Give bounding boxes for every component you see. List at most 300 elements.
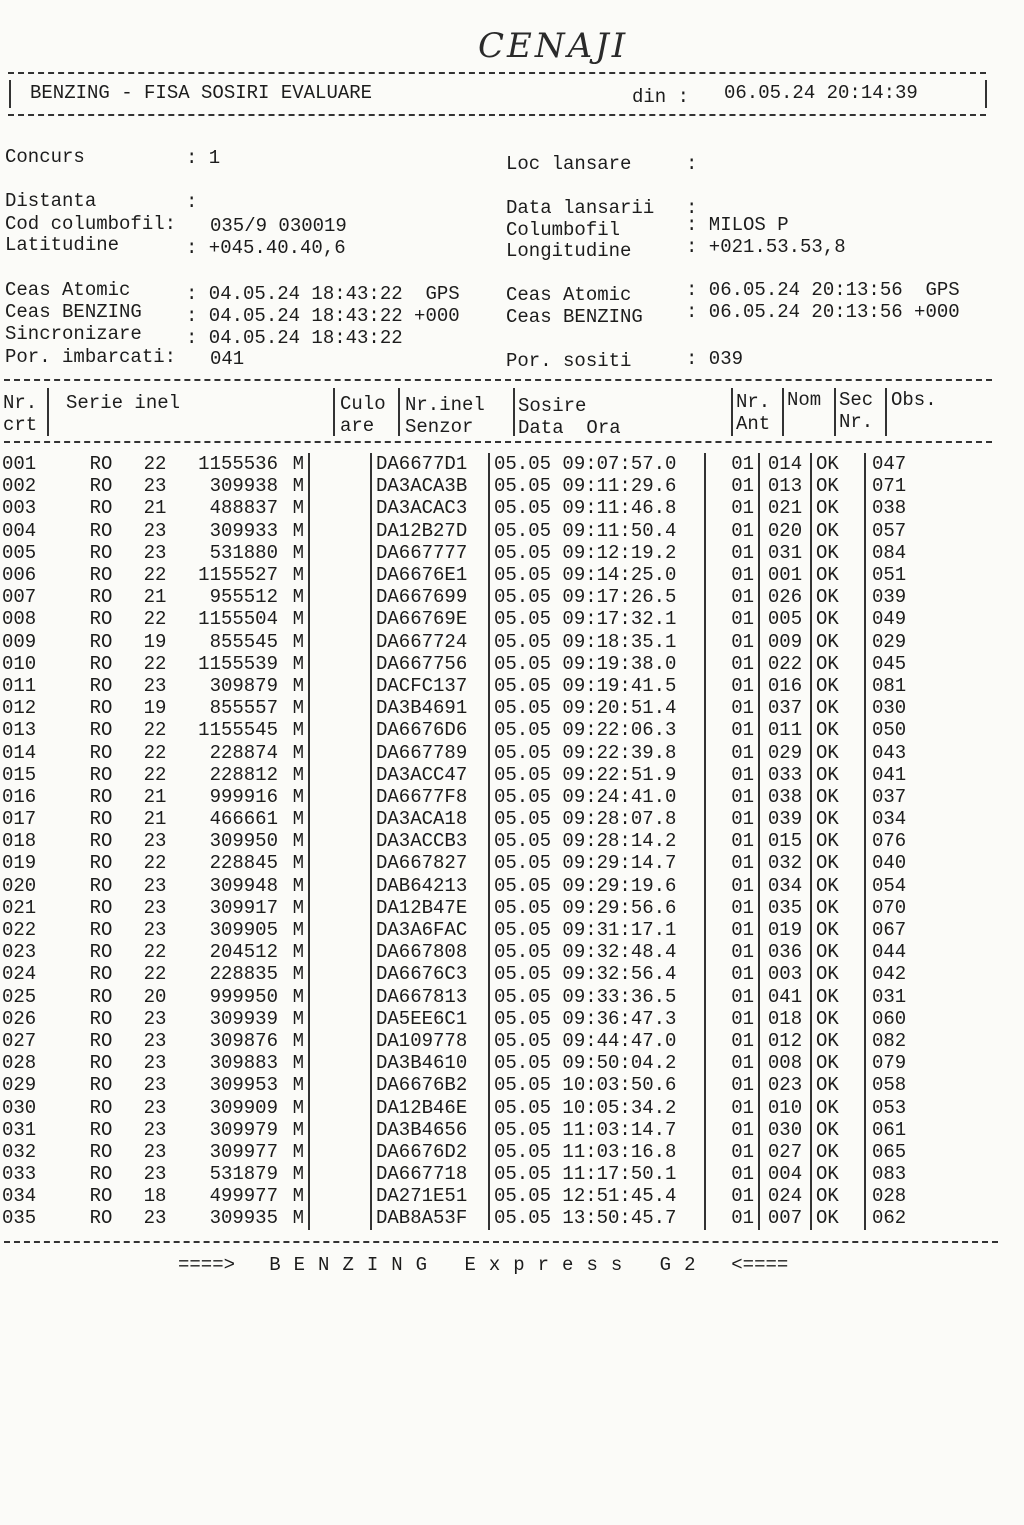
- row-sensor: DA3A6FAC: [371, 919, 489, 941]
- row-nr: 018: [2, 830, 37, 853]
- col-serie-inel: Serie inel: [66, 392, 181, 414]
- row-country: RO: [89, 963, 113, 986]
- row-ring: 309948: [209, 874, 278, 897]
- row-country: RO: [89, 1118, 113, 1141]
- row-ring: 309953: [209, 1074, 278, 1097]
- row-arrival: 05.05 09:32:48.4: [489, 941, 705, 963]
- row-year: 23: [143, 674, 167, 697]
- latitudine-label: Latitudine: [5, 234, 120, 256]
- row-sex: M: [292, 1052, 304, 1075]
- row-ant: 01: [705, 453, 759, 475]
- row-obs: 034: [865, 808, 952, 830]
- row-sex: M: [292, 919, 304, 942]
- row-year: 22: [143, 763, 167, 786]
- row-nom: 014: [759, 453, 811, 475]
- header-sep: [333, 388, 335, 436]
- row-nom: 009: [759, 631, 811, 653]
- col-ant-line1: Nr.: [736, 391, 771, 413]
- row-status: OK: [811, 675, 865, 697]
- row-country: RO: [89, 497, 113, 520]
- row-status: OK: [811, 608, 865, 630]
- row-arrival: 05.05 12:51:45.4: [489, 1185, 705, 1207]
- row-sex: M: [292, 741, 304, 764]
- row-nr: 020: [2, 874, 37, 897]
- table-row: [2, 675, 952, 697]
- row-sex: M: [292, 1096, 304, 1119]
- row-culoare: [309, 497, 371, 519]
- row-status: OK: [811, 497, 865, 519]
- table-header-top-rule: [4, 379, 992, 381]
- row-culoare: [309, 830, 371, 852]
- row-sex: M: [292, 1140, 304, 1163]
- row-sensor: DA667718: [371, 1163, 489, 1185]
- row-obs: 071: [865, 475, 952, 497]
- row-culoare: [309, 786, 371, 808]
- row-sex: M: [292, 453, 304, 476]
- concurs-label: Concurs: [5, 146, 85, 168]
- row-culoare: [309, 1096, 371, 1118]
- row-country: RO: [89, 475, 113, 498]
- row-arrival: 05.05 09:19:38.0: [489, 653, 705, 675]
- row-nom: 033: [759, 764, 811, 786]
- row-nom: 019: [759, 919, 811, 941]
- row-obs: 038: [865, 497, 952, 519]
- row-year: 23: [143, 1163, 167, 1186]
- row-nr: 030: [2, 1096, 37, 1119]
- row-sex: M: [292, 963, 304, 986]
- row-culoare: [309, 808, 371, 830]
- row-status: OK: [811, 963, 865, 985]
- row-sex: M: [292, 1029, 304, 1052]
- row-country: RO: [89, 519, 113, 542]
- table-row: [2, 1207, 952, 1229]
- row-culoare: [309, 1185, 371, 1207]
- table-row: [2, 808, 952, 830]
- row-nom: 024: [759, 1185, 811, 1207]
- table-row: [2, 586, 952, 608]
- row-year: 23: [143, 874, 167, 897]
- row-arrival: 05.05 09:29:56.6: [489, 897, 705, 919]
- header-sep: [398, 388, 400, 436]
- row-nom: 013: [759, 475, 811, 497]
- row-ant: 01: [705, 1141, 759, 1163]
- col-nr-line1: Nr.: [3, 392, 38, 414]
- row-arrival: 05.05 11:03:14.7: [489, 1119, 705, 1141]
- row-sex: M: [292, 475, 304, 498]
- row-year: 20: [143, 985, 167, 1008]
- row-country: RO: [89, 719, 113, 742]
- row-country: RO: [89, 785, 113, 808]
- row-arrival: 05.05 09:24:41.0: [489, 786, 705, 808]
- table-header-bottom-rule: [4, 441, 992, 443]
- row-year: 23: [143, 1007, 167, 1030]
- row-sensor: DA6676D6: [371, 719, 489, 741]
- row-culoare: [309, 475, 371, 497]
- row-obs: 045: [865, 653, 952, 675]
- row-sensor: DA3B4656: [371, 1119, 489, 1141]
- row-arrival: 05.05 10:03:50.6: [489, 1074, 705, 1096]
- row-ant: 01: [705, 475, 759, 497]
- row-sex: M: [292, 608, 304, 631]
- row-ant: 01: [705, 808, 759, 830]
- row-sensor: DA3ACAC3: [371, 497, 489, 519]
- row-nr: 006: [2, 564, 37, 587]
- row-year: 21: [143, 497, 167, 520]
- latitudine-value: : +045.40.40,6: [186, 237, 346, 259]
- col-culoare-line1: Culo: [340, 393, 386, 415]
- row-ant: 01: [705, 675, 759, 697]
- row-nom: 001: [759, 564, 811, 586]
- row-sensor: DA667827: [371, 852, 489, 874]
- row-country: RO: [89, 741, 113, 764]
- row-ring: 499977: [209, 1185, 278, 1208]
- row-nr: 008: [2, 608, 37, 631]
- row-country: RO: [89, 697, 113, 720]
- row-sensor: DA6677D1: [371, 453, 489, 475]
- row-nom: 021: [759, 497, 811, 519]
- row-obs: 081: [865, 675, 952, 697]
- table-row: [2, 1008, 952, 1030]
- ceas-benzing-right-label: Ceas BENZING: [506, 306, 643, 328]
- row-ring: 488837: [209, 497, 278, 520]
- row-sensor: DA667724: [371, 631, 489, 653]
- row-nr: 026: [2, 1007, 37, 1030]
- row-nom: 036: [759, 941, 811, 963]
- longitudine-label: Longitudine: [506, 240, 632, 262]
- row-status: OK: [811, 986, 865, 1008]
- table-row: [2, 719, 952, 741]
- row-status: OK: [811, 764, 865, 786]
- row-year: 23: [143, 541, 167, 564]
- row-sex: M: [292, 830, 304, 853]
- row-sensor: DA12B46E: [371, 1096, 489, 1118]
- row-nom: 010: [759, 1096, 811, 1118]
- row-country: RO: [89, 1007, 113, 1030]
- row-year: 22: [143, 564, 167, 587]
- row-sensor: DAB8A53F: [371, 1207, 489, 1229]
- row-status: OK: [811, 1096, 865, 1118]
- row-obs: 042: [865, 963, 952, 985]
- row-nom: 020: [759, 520, 811, 542]
- row-sex: M: [292, 1163, 304, 1186]
- row-sex: M: [292, 1074, 304, 1097]
- row-nom: 039: [759, 808, 811, 830]
- row-sensor: DA12B47E: [371, 897, 489, 919]
- row-sensor: DA667699: [371, 586, 489, 608]
- table-row: [2, 1119, 952, 1141]
- row-ant: 01: [705, 963, 759, 985]
- row-nom: 032: [759, 852, 811, 874]
- row-ring: 228835: [209, 963, 278, 986]
- row-status: OK: [811, 475, 865, 497]
- row-sensor: DA12B27D: [371, 520, 489, 542]
- row-year: 23: [143, 1140, 167, 1163]
- row-ant: 01: [705, 1074, 759, 1096]
- row-status: OK: [811, 919, 865, 941]
- row-year: 22: [143, 652, 167, 675]
- row-culoare: [309, 963, 371, 985]
- row-ant: 01: [705, 786, 759, 808]
- table-row: [2, 542, 952, 564]
- row-ring: 309879: [209, 674, 278, 697]
- row-ring: 309979: [209, 1118, 278, 1141]
- row-obs: 031: [865, 986, 952, 1008]
- row-arrival: 05.05 09:07:57.0: [489, 453, 705, 475]
- row-culoare: [309, 1008, 371, 1030]
- row-year: 22: [143, 719, 167, 742]
- row-culoare: [309, 608, 371, 630]
- row-ant: 01: [705, 764, 759, 786]
- table-row: [2, 1074, 952, 1096]
- row-arrival: 05.05 09:28:14.2: [489, 830, 705, 852]
- table-row: [2, 1141, 952, 1163]
- ceas-atomic-right-label: Ceas Atomic: [506, 284, 632, 306]
- row-culoare: [309, 675, 371, 697]
- col-inel-line1: Nr.inel: [405, 394, 485, 416]
- row-obs: 083: [865, 1163, 952, 1185]
- columbofil-label: Columbofil: [506, 219, 621, 241]
- columbofil-value: : MILOS P: [686, 214, 789, 236]
- row-country: RO: [89, 1163, 113, 1186]
- table-row: [2, 697, 952, 719]
- row-country: RO: [89, 1140, 113, 1163]
- row-nom: 022: [759, 653, 811, 675]
- title-box-top-border: [8, 72, 986, 74]
- row-culoare: [309, 631, 371, 653]
- loc-lansare-label: Loc lansare: [506, 153, 632, 175]
- row-sensor: DA66769E: [371, 608, 489, 630]
- table-row: [2, 453, 952, 475]
- title-box-right-border: [985, 80, 987, 108]
- row-nr: 002: [2, 475, 37, 498]
- row-country: RO: [89, 453, 113, 476]
- row-status: OK: [811, 697, 865, 719]
- row-sensor: DA6676D2: [371, 1141, 489, 1163]
- row-arrival: 05.05 09:32:56.4: [489, 963, 705, 985]
- row-nom: 023: [759, 1074, 811, 1096]
- row-sensor: DA6677F8: [371, 786, 489, 808]
- row-nr: 017: [2, 808, 37, 831]
- row-sex: M: [292, 519, 304, 542]
- row-sex: M: [292, 874, 304, 897]
- row-ant: 01: [705, 586, 759, 608]
- row-status: OK: [811, 1185, 865, 1207]
- row-obs: 037: [865, 786, 952, 808]
- row-sensor: DA667756: [371, 653, 489, 675]
- sositi-value: : 039: [686, 348, 744, 370]
- row-culoare: [309, 1163, 371, 1185]
- row-year: 23: [143, 1096, 167, 1119]
- row-year: 23: [143, 830, 167, 853]
- row-status: OK: [811, 453, 865, 475]
- row-sex: M: [292, 719, 304, 742]
- row-status: OK: [811, 786, 865, 808]
- row-sex: M: [292, 541, 304, 564]
- row-obs: 051: [865, 564, 952, 586]
- row-nom: 003: [759, 963, 811, 985]
- row-nom: 004: [759, 1163, 811, 1185]
- row-ant: 01: [705, 1185, 759, 1207]
- row-ant: 01: [705, 1052, 759, 1074]
- row-ant: 01: [705, 719, 759, 741]
- row-status: OK: [811, 586, 865, 608]
- report-datetime: 06.05.24 20:14:39: [724, 82, 918, 104]
- row-ant: 01: [705, 875, 759, 897]
- row-country: RO: [89, 608, 113, 631]
- row-ant: 01: [705, 653, 759, 675]
- row-sex: M: [292, 808, 304, 831]
- row-nr: 016: [2, 785, 37, 808]
- table-row: [2, 653, 952, 675]
- col-nr-line2: crt: [3, 414, 38, 436]
- row-ring: 855545: [209, 630, 278, 653]
- row-ring: 309938: [209, 475, 278, 498]
- table-row: [2, 475, 952, 497]
- row-nom: 030: [759, 1119, 811, 1141]
- row-ring: 999916: [209, 785, 278, 808]
- row-arrival: 05.05 09:22:39.8: [489, 741, 705, 763]
- row-country: RO: [89, 896, 113, 919]
- ceas-benzing-right-value: : 06.05.24 20:13:56 +000: [686, 301, 960, 323]
- table-row: [2, 941, 952, 963]
- row-nom: 018: [759, 1008, 811, 1030]
- row-nr: 009: [2, 630, 37, 653]
- row-country: RO: [89, 874, 113, 897]
- row-ant: 01: [705, 697, 759, 719]
- row-sensor: DA6676B2: [371, 1074, 489, 1096]
- row-ring: 531880: [209, 541, 278, 564]
- row-culoare: [309, 1074, 371, 1096]
- row-year: 23: [143, 1207, 167, 1230]
- row-status: OK: [811, 1163, 865, 1185]
- row-nom: 037: [759, 697, 811, 719]
- row-nom: 038: [759, 786, 811, 808]
- row-ant: 01: [705, 1030, 759, 1052]
- row-nr: 028: [2, 1052, 37, 1075]
- row-nr: 013: [2, 719, 37, 742]
- row-year: 21: [143, 808, 167, 831]
- row-arrival: 05.05 13:50:45.7: [489, 1207, 705, 1229]
- row-nr: 019: [2, 852, 37, 875]
- row-ant: 01: [705, 852, 759, 874]
- row-country: RO: [89, 674, 113, 697]
- row-year: 23: [143, 896, 167, 919]
- row-status: OK: [811, 741, 865, 763]
- longitudine-value: : +021.53.53,8: [686, 236, 846, 258]
- row-year: 19: [143, 630, 167, 653]
- row-nom: 026: [759, 586, 811, 608]
- row-obs: 062: [865, 1207, 952, 1229]
- header-sep: [834, 388, 836, 436]
- row-nom: 031: [759, 542, 811, 564]
- concurs-value: : 1: [186, 147, 221, 169]
- row-year: 22: [143, 608, 167, 631]
- row-nr: 014: [2, 741, 37, 764]
- row-sex: M: [292, 586, 304, 609]
- row-obs: 057: [865, 520, 952, 542]
- row-nr: 015: [2, 763, 37, 786]
- row-sex: M: [292, 1007, 304, 1030]
- row-year: 18: [143, 1185, 167, 1208]
- row-ant: 01: [705, 542, 759, 564]
- row-nr: 004: [2, 519, 37, 542]
- row-sensor: DA3ACC47: [371, 764, 489, 786]
- row-year: 22: [143, 963, 167, 986]
- row-country: RO: [89, 852, 113, 875]
- row-culoare: [309, 875, 371, 897]
- handwritten-note: CENAJI: [478, 26, 629, 66]
- row-culoare: [309, 941, 371, 963]
- row-sensor: DA271E51: [371, 1185, 489, 1207]
- row-year: 23: [143, 1052, 167, 1075]
- sositi-label: Por. sositi: [506, 350, 632, 372]
- row-nr: 005: [2, 541, 37, 564]
- header-sep: [513, 388, 515, 436]
- row-arrival: 05.05 09:33:36.5: [489, 986, 705, 1008]
- table-row: [2, 1030, 952, 1052]
- row-sensor: DA6676C3: [371, 963, 489, 985]
- row-arrival: 05.05 09:19:41.5: [489, 675, 705, 697]
- row-obs: 049: [865, 608, 952, 630]
- row-country: RO: [89, 541, 113, 564]
- sincronizare-label: Sincronizare: [5, 323, 142, 345]
- row-arrival: 05.05 09:11:29.6: [489, 475, 705, 497]
- row-ring: 309977: [209, 1140, 278, 1163]
- row-arrival: 05.05 09:44:47.0: [489, 1030, 705, 1052]
- table-row: [2, 786, 952, 808]
- row-status: OK: [811, 941, 865, 963]
- table-row: [2, 497, 952, 519]
- row-nr: 033: [2, 1163, 37, 1186]
- row-ant: 01: [705, 608, 759, 630]
- row-culoare: [309, 919, 371, 941]
- table-row: [2, 875, 952, 897]
- row-obs: 060: [865, 1008, 952, 1030]
- row-sex: M: [292, 1207, 304, 1230]
- row-nom: 011: [759, 719, 811, 741]
- row-nom: 008: [759, 1052, 811, 1074]
- col-ant-line2: Ant: [736, 413, 771, 435]
- row-nr: 021: [2, 896, 37, 919]
- row-culoare: [309, 852, 371, 874]
- row-obs: 065: [865, 1141, 952, 1163]
- imbarcati-label: Por. imbarcati:: [5, 346, 177, 368]
- col-sosire-line1: Sosire: [518, 395, 587, 417]
- row-culoare: [309, 1207, 371, 1229]
- col-nom: Nom: [787, 389, 822, 411]
- row-ring: 309950: [209, 830, 278, 853]
- row-sex: M: [292, 852, 304, 875]
- row-country: RO: [89, 630, 113, 653]
- row-ant: 01: [705, 986, 759, 1008]
- row-nom: 007: [759, 1207, 811, 1229]
- row-ring: 309883: [209, 1052, 278, 1075]
- row-year: 21: [143, 586, 167, 609]
- row-arrival: 05.05 09:20:51.4: [489, 697, 705, 719]
- row-ant: 01: [705, 741, 759, 763]
- row-ring: 228812: [209, 763, 278, 786]
- row-status: OK: [811, 1119, 865, 1141]
- col-sec-line1: Sec: [839, 389, 874, 411]
- row-obs: 082: [865, 1030, 952, 1052]
- row-status: OK: [811, 653, 865, 675]
- row-arrival: 05.05 11:17:50.1: [489, 1163, 705, 1185]
- row-nr: 029: [2, 1074, 37, 1097]
- row-ring: 309876: [209, 1029, 278, 1052]
- row-ring: 1155539: [198, 652, 278, 675]
- row-sensor: DA3B4691: [371, 697, 489, 719]
- row-sensor: DAB64213: [371, 875, 489, 897]
